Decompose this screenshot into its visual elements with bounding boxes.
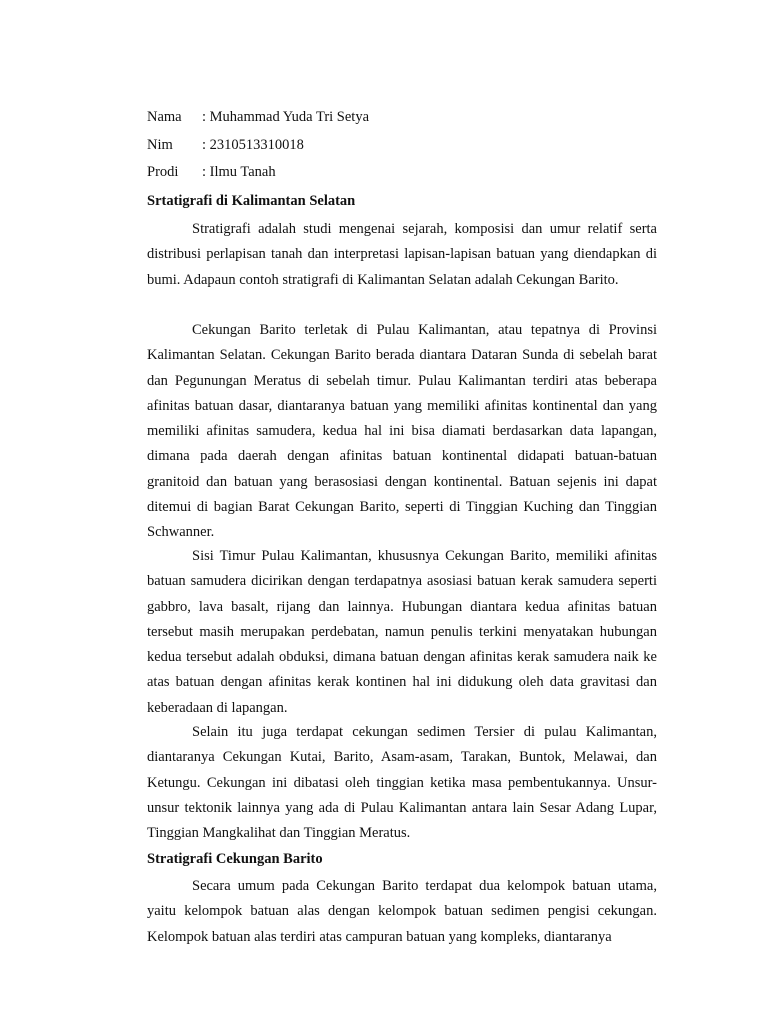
nim-label: Nim [147, 137, 173, 153]
prodi-label: Prodi [147, 164, 179, 180]
section-heading-barito: Stratigrafi Cekungan Barito [147, 851, 323, 867]
paragraph: Cekungan Barito terletak di Pulau Kalimantan, atau tepatnya di Provinsi Kalimantan Selatan. Cekungan Barito berada diantara Dataran Sunda di sebelah barat dan Pegunungan Meratus di sebelah timur. Pulau Kalimantan terdiri atas beberapa afinitas batuan dasar, diantaranya batuan yang memiliki afinitas kontinental dan yang memiliki afinitas samudera, kedua hal ini bisa diamati berdasarkan data lapangan, dimana pada daerah dengan afinitas batuan kontinental didapati batuan-batuan granitoid dan batuan yang berasosiasi dengan kontinental. Batuan sejenis ini dapat ditemui di bagian Barat Cekungan Barito, seperti di Tinggian Kuching dan Tinggian Schwanner. [147, 322, 657, 541]
paragraph: Secara umum pada Cekungan Barito terdapat dua kelompok batuan utama, yaitu kelompok batuan alas dengan kelompok batuan sedimen pengisi cekungan. Kelompok batuan alas terdiri atas campuran batuan yang kompleks, diantaranya [147, 878, 657, 945]
nim-row [147, 135, 304, 155]
section-heading-kalimantan: Srtatigrafi di Kalimantan Selatan [147, 193, 356, 209]
name-label: Nama [147, 109, 182, 125]
name-value: : Muhammad Yuda Tri Setya [202, 109, 370, 125]
nim-value: : 2310513310018 [202, 137, 304, 153]
prodi-row [147, 162, 276, 182]
paragraph: Stratigrafi adalah studi mengenai sejarah, komposisi dan umur relatif serta distribusi perlapisan tanah dan interpretasi lapisan-lapisan batuan yang diendapkan di bumi. Adapaun contoh stratigrafi di Kalimantan Selatan adalah Cekungan Barito. [147, 221, 657, 288]
paragraph: Selain itu juga terdapat cekungan sedimen Tersier di pulau Kalimantan, diantaranya Cekungan Kutai, Barito, Asam-asam, Tarakan, Buntok, Melawai, dan Ketungu. Cekungan ini dibatasi oleh tinggian ketika masa pembentukannya. Unsur-unsur tektonik lainnya yang ada di Pulau Kalimantan antara lain Sesar Adang Lupar, Tinggian Mangkalihat dan Tinggian Meratus. [147, 724, 657, 842]
paragraph: Sisi Timur Pulau Kalimantan, khususnya Cekungan Barito, memiliki afinitas batuan samudera dicirikan dengan terdapatnya asosiasi batuan kerak samudera seperti gabbro, lava basalt, rijang dan lainnya. Hubungan diantara kedua afinitas batuan tersebut masih merupakan perdebatan, namun penulis terkini menyatakan hubungan kedua tersebut adalah obduksi, dimana batuan dengan afinitas kerak samudera naik ke atas batuan dengan afinitas kerak kontinen hal ini didukung oleh data gravitasi dan keberadaan di lapangan. [147, 548, 657, 716]
name-row [147, 107, 369, 127]
prodi-value: : Ilmu Tanah [202, 164, 276, 180]
